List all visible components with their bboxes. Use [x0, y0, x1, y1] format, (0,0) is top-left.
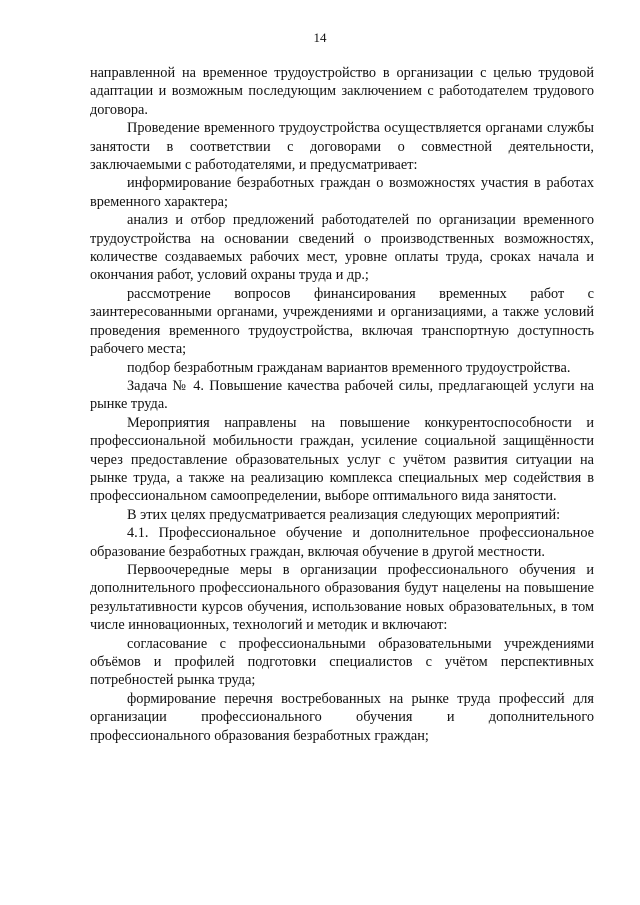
paragraph-continuation: направленной на временное трудоустройство в организации с целью трудовой адаптации и возможным последующим заключением с работодателем трудового договора.: [90, 65, 594, 118]
list-item-financing: рассмотрение вопросов финансирования временных работ с заинтересованными органами, учреждениями и организациями, а также условий проведения временного трудоустройства, включая транспортную доступность рабочего места;: [90, 285, 594, 358]
paragraph-measures: Мероприятия направлены на повышение конкурентоспособности и профессиональной мобильности граждан, усиление социальной защищённости через предоставление образовательных услуг с учётом развития ситуации на рынке труда, а также на реализацию комплекса специальных мер содействия в профессиональном самоопределении, выборе оптимального вида занятости.: [90, 414, 594, 505]
task-heading: Задача № 4. Повышение качества рабочей силы, предлагающей услуги на рынке труда.: [90, 377, 594, 413]
paragraph-temporary-employment: Проведение временного трудоустройства осуществляется органами службы занятости в соответствии с договорами о совместной деятельности, заключаемыми с работодателями, и предусматривает:: [90, 120, 594, 174]
list-item-analysis: анализ и отбор предложений работодателей по организации временного трудоустройства на основании сведений о производственных возможностях, количестве создаваемых рабочих мест, уровне оплаты труда, сроках начала и окончания работ, условий охраны труда и др.;: [90, 212, 594, 284]
item-4-1: 4.1. Профессиональное обучение и дополнительное профессиональное образование безработных граждан, включая обучение в другой местности.: [90, 525, 594, 560]
page-number: 14: [313, 30, 327, 45]
list-item-coordination: согласование с профессиональными образовательными учреждениями объёмов и профилей подготовки специалистов с учётом перспективных потребностей рынка труда;: [90, 635, 594, 689]
paragraph-priority-measures: Первоочередные меры в организации профессионального обучения и дополнительного профессионального образования будут нацелены на повышение результативности курсов обучения, использование новых образовательных, в том числе инновационных, технологий и методик и включают:: [90, 561, 594, 634]
document-body: [90, 64, 594, 745]
list-item-selection: подбор безработным гражданам вариантов временного трудоустройства.: [127, 359, 571, 376]
list-item-professions: формирование перечня востребованных на рынке труда профессий для организации профессионального обучения и дополнительного профессионального образования безработных граждан;: [90, 690, 594, 744]
paragraph-purposes: В этих целях предусматривается реализация следующих мероприятий:: [127, 506, 561, 523]
list-item-informing: информирование безработных граждан о возможностях участия в работах временного характера;: [90, 175, 594, 210]
